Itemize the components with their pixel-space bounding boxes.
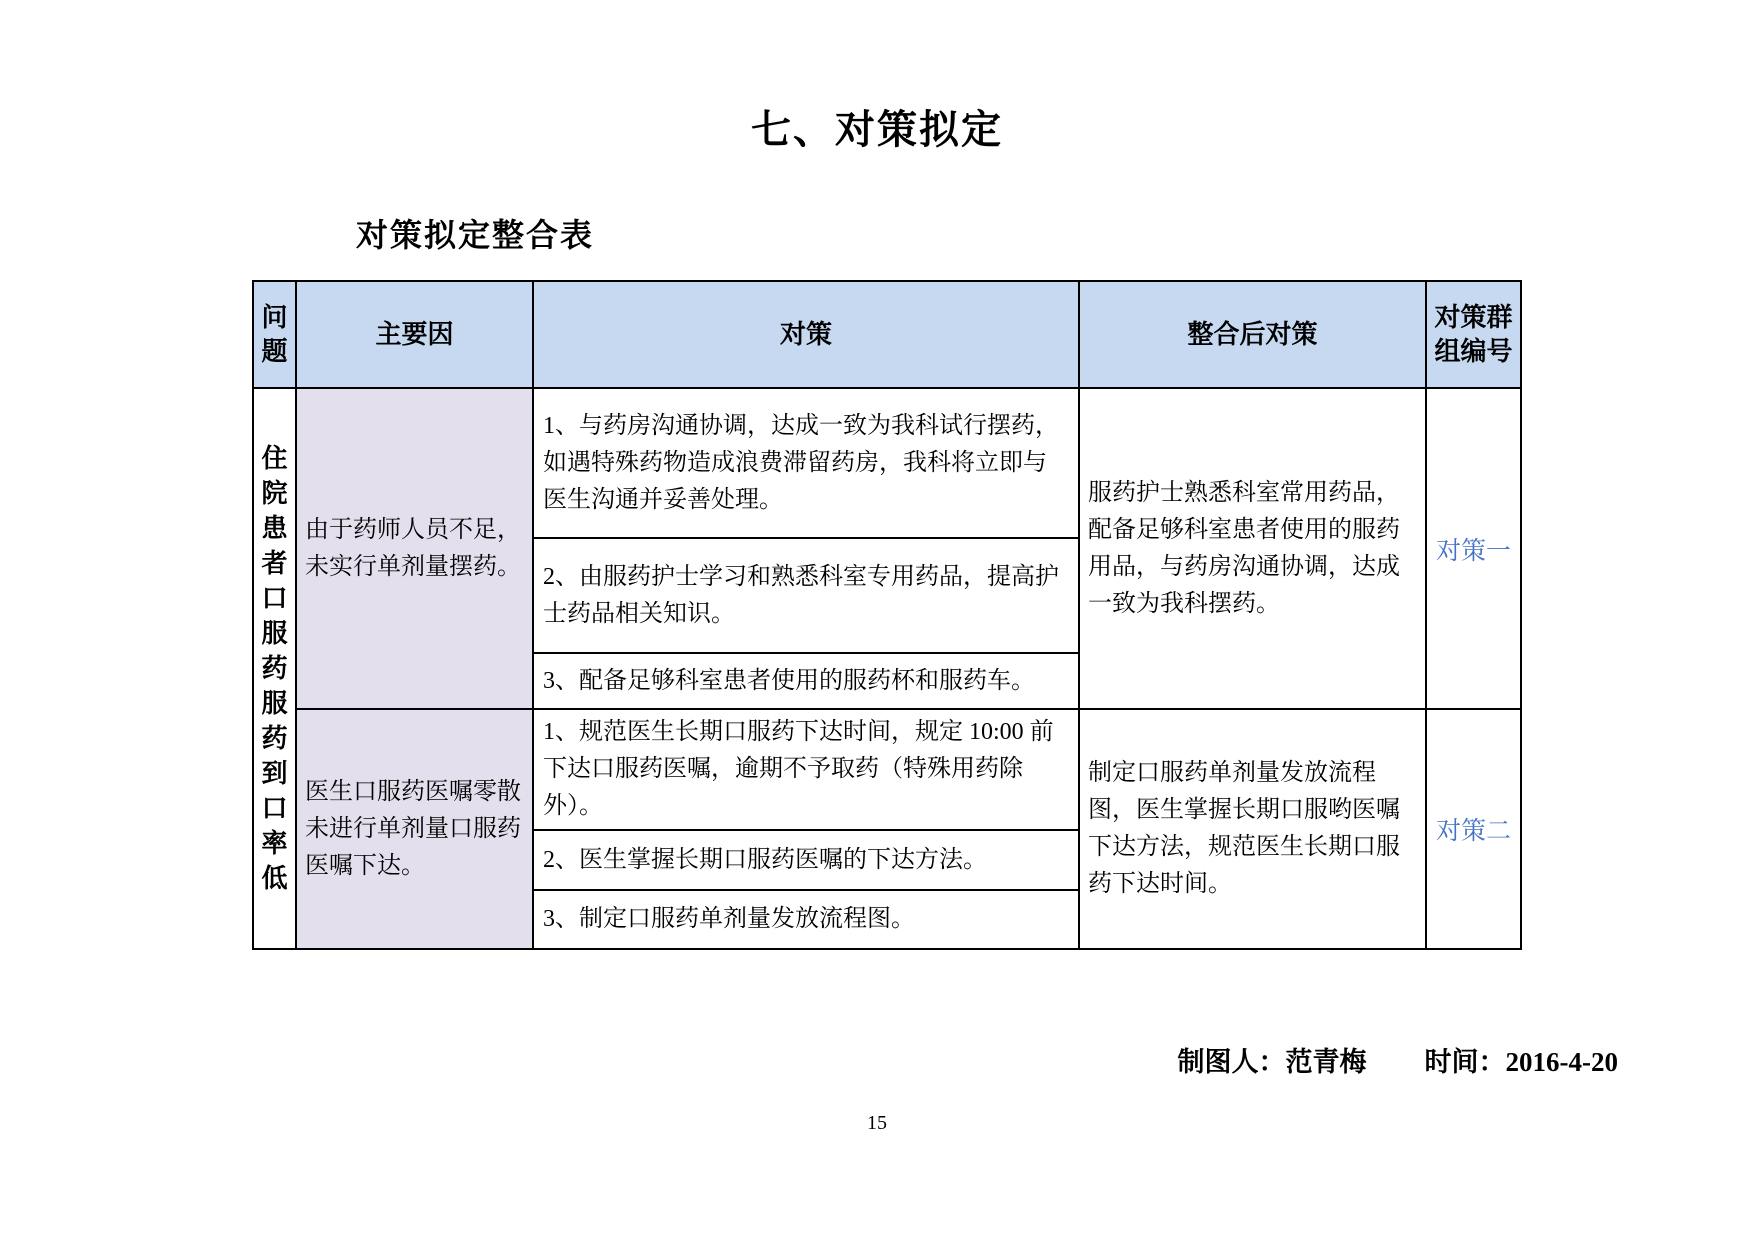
page-number: 15 (867, 1112, 887, 1134)
col-header-integrated: 整合后对策 (1079, 281, 1426, 388)
group-link-2[interactable]: 对策二 (1435, 818, 1511, 845)
countermeasure-table (252, 280, 1522, 950)
group-no-cell-2 (1426, 709, 1521, 949)
countermeasure-cell-1-1: 1、与药房沟通协调，达成一致为我科试行摆药，如遇特殊药物造成浪费滞留药房，我科将立即与医生沟通并妥善处理。 (533, 388, 1079, 538)
table-caption: 对策拟定整合表 (356, 217, 595, 253)
group-link-1[interactable]: 对策一 (1435, 537, 1511, 565)
footer (1178, 1040, 1618, 1079)
countermeasure-cell-1-3: 3、配备足够科室患者使用的服药杯和服药车。 (533, 653, 1079, 709)
footer-author: 制图人：范青梅 (1177, 1047, 1367, 1077)
countermeasure-cell-2-1: 1、规范医生长期口服药下达时间，规定 10:00 前下达口服药医嘱，逾期不予取药（特殊用药除外）。 (533, 709, 1079, 830)
page-title: 七、对策拟定 (751, 107, 1003, 152)
col-header-group-no: 对策群组编号 (1426, 281, 1521, 388)
problem-cell: 住院患者口服药服药到口率低 (253, 388, 296, 949)
col-header-countermeasure: 对策 (533, 281, 1079, 388)
main-cause-cell-2: 医生口服药医嘱零散未进行单剂量口服药医嘱下达。 (296, 709, 533, 949)
header-row (253, 281, 1521, 388)
group-no-cell-1 (1426, 388, 1521, 709)
integrated-cell-1: 服药护士熟悉科室常用药品，配备足够科室患者使用的服药用品，与药房沟通协调，达成一致为我科摆药。 (1079, 388, 1426, 709)
table-row (253, 709, 1521, 830)
countermeasure-cell-2-3: 3、制定口服药单剂量发放流程图。 (533, 890, 1079, 949)
integrated-cell-2: 制定口服药单剂量发放流程图，医生掌握长期口服哟医嘱下达方法，规范医生长期口服药下达时间。 (1079, 709, 1426, 949)
col-header-main-cause: 主要因 (296, 281, 533, 388)
main-cause-cell-1: 由于药师人员不足，未实行单剂量摆药。 (296, 388, 533, 709)
countermeasure-cell-2-2: 2、医生掌握长期口服药医嘱的下达方法。 (533, 830, 1079, 890)
countermeasure-cell-1-2: 2、由服药护士学习和熟悉科室专用药品，提高护士药品相关知识。 (533, 538, 1079, 653)
col-header-problem: 问题 (253, 281, 296, 388)
footer-date: 时间：2016-4-20 (1424, 1047, 1618, 1077)
table-row (253, 388, 1521, 538)
